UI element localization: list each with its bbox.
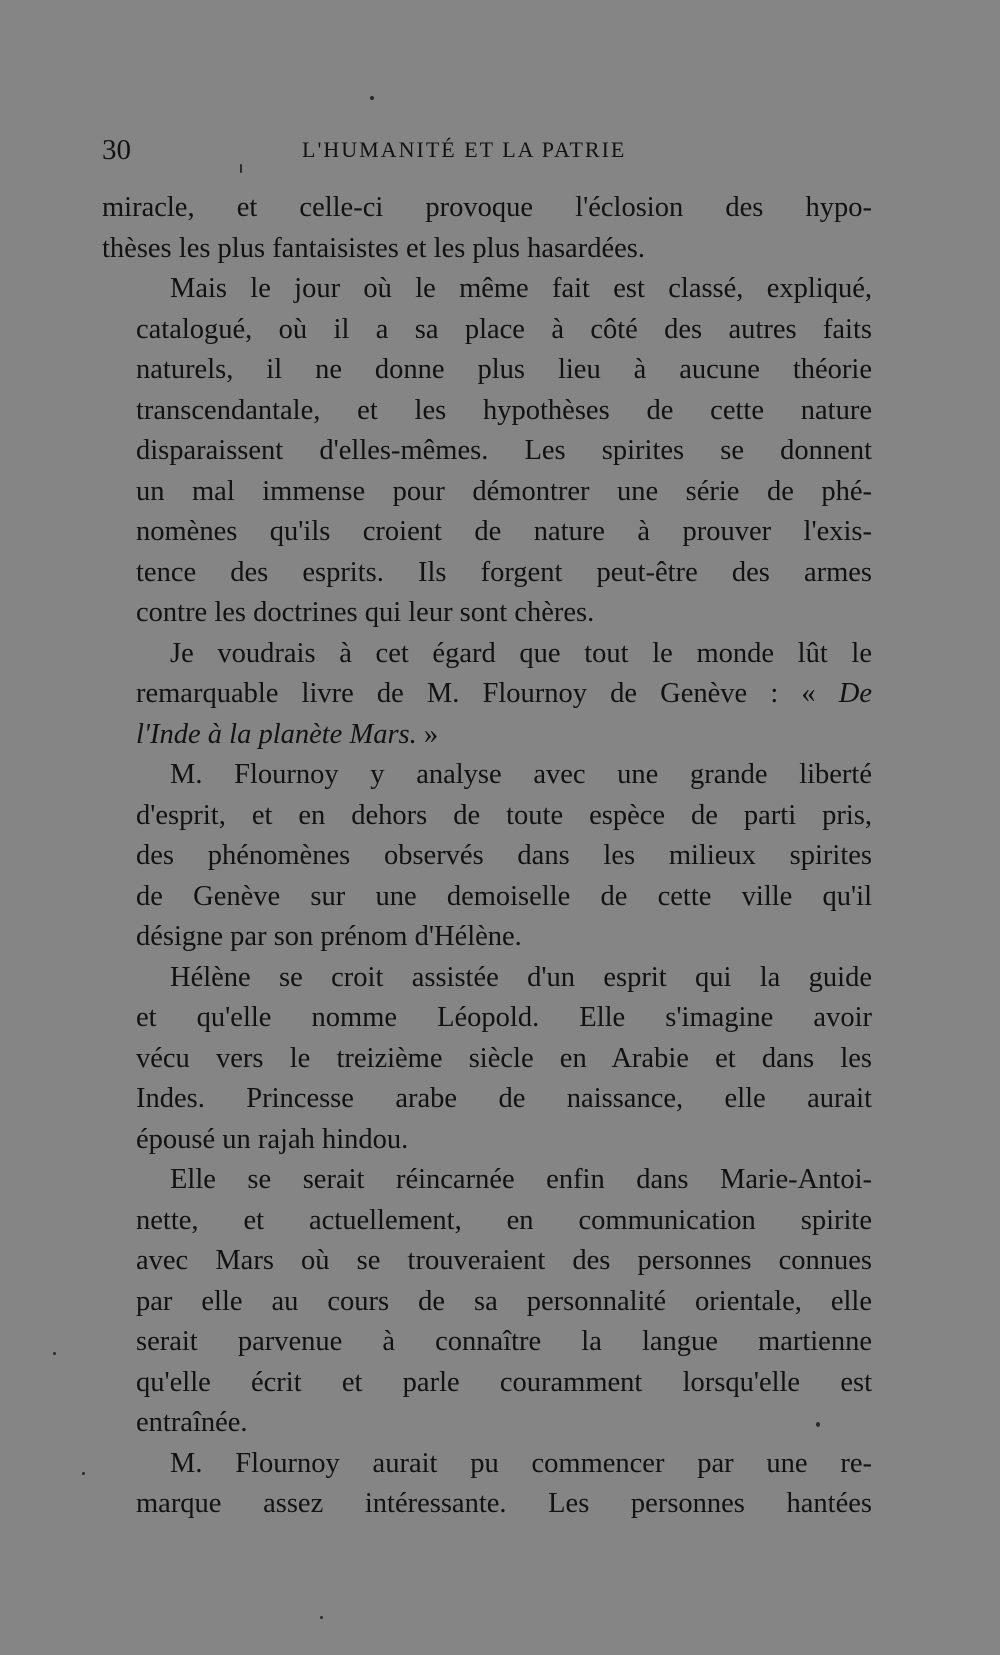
- text-line: Hélène se croit assistée d'un esprit qui la guide: [170, 961, 872, 993]
- closing-quote: »: [416, 718, 439, 750]
- paragraph-7: [102, 1444, 872, 1525]
- text-line: qu'elle écrit et parle couramment lorsqu'elle est: [136, 1366, 872, 1398]
- text-line: miracle, et celle-ci provoque l'éclosion des hypo-: [102, 192, 872, 223]
- paragraph-1: [102, 188, 872, 269]
- text-line: d'esprit, et en dehors de toute espèce de parti pris,: [136, 799, 872, 831]
- scan-speck: [370, 96, 374, 100]
- paragraph-3: [102, 634, 872, 756]
- text-line: contre les doctrines qui leur sont chères.: [136, 597, 595, 628]
- text-line: marque assez intéressante. Les personnes hantées: [136, 1488, 872, 1519]
- text-line: [102, 715, 872, 756]
- text-line: nomènes qu'ils croient de nature à prouver l'exis-: [136, 516, 872, 547]
- book-title-italic: l'Inde à la planète Mars.: [136, 718, 417, 750]
- text-line: M. Flournoy aurait pu commencer par une re-: [170, 1447, 872, 1479]
- book-title-italic: De: [838, 678, 873, 709]
- text-line: vécu vers le treizième siècle en Arabie et dans les: [136, 1042, 872, 1074]
- scan-speck: [320, 1616, 323, 1619]
- text-line: désigne par son prénom d'Hélène.: [136, 921, 522, 952]
- text-line: catalogué, où il a sa place à côté des autres faits: [136, 313, 872, 345]
- scan-speck: [82, 1472, 85, 1475]
- text-line: des phénomènes observés dans les milieux spirites: [136, 840, 872, 871]
- text-line: et qu'elle nomme Léopold. Elle s'imagine avoir: [136, 1002, 872, 1033]
- text-line: serait parvenue à connaître la langue martienne: [136, 1326, 872, 1357]
- text-line: par elle au cours de sa personnalité orientale, elle: [136, 1285, 872, 1317]
- text-line: tence des esprits. Ils forgent peut-être des armes: [136, 556, 872, 588]
- text-line: M. Flournoy y analyse avec une grande liberté: [170, 759, 872, 790]
- text-line: entraînée.: [136, 1407, 248, 1438]
- text-line: un mal immense pour démontrer une série de phé-: [136, 475, 872, 507]
- paragraph-6: [102, 1160, 872, 1444]
- text-segment: remarquable livre de M. Flournoy de Genève : «: [136, 678, 816, 709]
- page-header: [102, 130, 872, 170]
- text-line: [102, 674, 872, 715]
- scan-speck: [53, 1352, 56, 1355]
- text-line: Mais le jour où le même fait est classé, expliqué,: [170, 273, 872, 304]
- text-line: de Genève sur une demoiselle de cette ville qu'il: [136, 880, 872, 912]
- text-line: thèses les plus fantaisistes et les plus hasardées.: [102, 232, 645, 264]
- scan-speck: [240, 164, 242, 173]
- running-head: L'HUMANITÉ ET LA PATRIE: [302, 137, 627, 162]
- text-line: Indes. Princesse arabe de naissance, elle aurait: [136, 1083, 872, 1114]
- text-line: Je voudrais à cet égard que tout le monde lût le: [170, 637, 872, 669]
- paragraph-2: [102, 269, 872, 634]
- text-line: avec Mars où se trouveraient des personnes connues: [136, 1245, 872, 1276]
- page-number: 30: [102, 134, 131, 166]
- paragraph-4: [102, 755, 872, 958]
- text-line: nette, et actuellement, en communication spirite: [136, 1204, 872, 1236]
- text-line: disparaissent d'elles-mêmes. Les spirites se donnent: [136, 435, 872, 466]
- text-line: épousé un rajah hindou.: [136, 1123, 409, 1155]
- paragraph-5: [102, 958, 872, 1161]
- text-line: transcendantale, et les hypothèses de cette nature: [136, 394, 872, 426]
- scan-speck: [816, 1422, 820, 1427]
- text-line: naturels, il ne donne plus lieu à aucune théorie: [136, 354, 872, 385]
- body-text: [102, 188, 872, 1525]
- text-line: Elle se serait réincarnée enfin dans Marie-Antoi-: [170, 1164, 872, 1195]
